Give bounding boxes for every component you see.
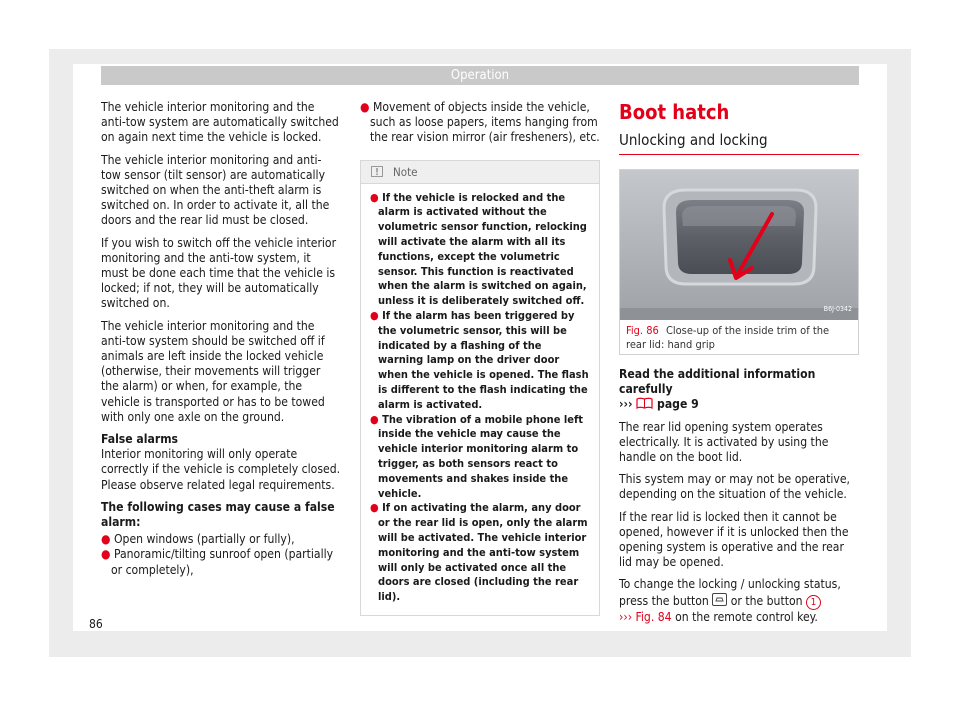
paragraph: The vehicle interior monitoring and anti-tow sensor (tilt sensor) are automatically switched on when the anti-theft alarm is switched on. In order to activate it, all the doors and the rear lid must be closed. bbox=[101, 152, 330, 228]
bullet-icon: ● bbox=[360, 100, 370, 114]
hand-grip-illustration bbox=[620, 170, 858, 320]
false-alarms-block bbox=[101, 432, 341, 493]
fig-link[interactable]: Fig. 84 bbox=[635, 609, 672, 624]
list-item: ● Movement of objects inside the vehicle, such as loose papers, items hanging from the rear vision mirror (air fresheners), etc. bbox=[360, 100, 600, 145]
false-alarms-heading: False alarms bbox=[101, 432, 179, 447]
section-header: Operation bbox=[101, 66, 859, 85]
info-note-icon bbox=[371, 166, 383, 177]
note-item: ● If the alarm has been triggered by the volumetric sensor, this will be indicated by a flashing of the warning lamp on the driver door when the vehicle is opened. The flash is different to the flash indicating the alarm is activated. bbox=[370, 308, 589, 411]
list-item: ● Open windows (partially or fully), bbox=[101, 532, 295, 547]
button-number-badge: 1 bbox=[806, 595, 821, 610]
page-link[interactable]: page 9 bbox=[657, 397, 699, 412]
note-item: ● If the vehicle is relocked and the alarm is activated without the volumetric sensor function, relocking will activate the alarm with all its functions, except the volumetric sensor. This function is reactivated when the alarm is switched on again, unless it is deliberately switched off. bbox=[370, 190, 587, 308]
read-info: Read the additional information carefully ››› page 9 bbox=[619, 367, 816, 412]
image-code: B6J-0342 bbox=[823, 304, 852, 313]
note-item: ● The vibration of a mobile phone left inside the vehicle may cause the vehicle interior monitoring alarm to trigger, as both sensors react to movements and shakes inside the vehicle. bbox=[370, 412, 584, 500]
unlock-key-icon bbox=[712, 593, 727, 606]
read-link-arrow: ››› bbox=[619, 397, 633, 412]
paragraph-buttons: To change the locking / unlocking status, press the button or the button 1 ››› Fig. 84 on the remote control key. bbox=[619, 577, 841, 624]
note-item: ● If on activating the alarm, any door or the rear lid is open, only the alarm will be activated. The vehicle interior monitoring and the anti-tow system will only be activated once all the doors are closed (including the rear lid). bbox=[370, 501, 588, 604]
bullet-icon: ● bbox=[101, 547, 111, 562]
figure bbox=[619, 169, 859, 355]
bullet-icon: ● bbox=[370, 501, 379, 515]
figure-caption-text: Close-up of the inside trim of the rear lid: hand grip bbox=[626, 324, 830, 351]
paragraph: The vehicle interior monitoring and the anti-tow system should be switched off if animals are left inside the locked vehicle (otherwise, their movements will trigger the alarm) or when, for example, the vehicle is transported or has to be towed with only one axle on the ground. bbox=[101, 318, 325, 424]
figure-label: Fig. 86 bbox=[626, 324, 659, 337]
figure-caption bbox=[620, 320, 858, 356]
bullet-icon: ● bbox=[370, 412, 379, 426]
list-item: ● Panoramic/tilting sunroof open (partially or completely), bbox=[101, 547, 334, 577]
paragraph: If you wish to switch off the vehicle interior monitoring and the anti-tow system, it must be done each time that the vehicle is locked; if not, they will be automatically switched on. bbox=[101, 235, 337, 311]
page-number: 86 bbox=[89, 617, 103, 631]
section-title: Boot hatch bbox=[619, 100, 730, 124]
paragraph: The vehicle interior monitoring and the anti-tow system are automatically switched on again next time the vehicle is locked. bbox=[101, 100, 339, 145]
column-3 bbox=[619, 100, 859, 632]
bullet-icon: ● bbox=[370, 190, 379, 204]
note-title: Note bbox=[393, 164, 418, 179]
hand-grip-photo bbox=[620, 170, 858, 320]
paragraph: The rear lid opening system operates electrically. It is activated by using the handle on the boot lid. bbox=[619, 419, 829, 465]
section-subtitle: Unlocking and locking bbox=[619, 130, 859, 155]
paragraph: This system may or may not be operative, depending on the situation of the vehicle. bbox=[619, 472, 850, 502]
bullet-icon: ● bbox=[101, 532, 111, 547]
paragraph: If the rear lid is locked then it cannot be opened, however if it is unlocked then the opening system is operative and the rear lid may be opened. bbox=[619, 509, 849, 570]
column-2 bbox=[360, 100, 600, 616]
column-1 bbox=[101, 100, 341, 578]
fig-link-arrow: ››› bbox=[619, 609, 633, 624]
note-header bbox=[361, 161, 599, 184]
causes-heading: The following cases may cause a false alarm: bbox=[101, 499, 335, 530]
note-box bbox=[360, 160, 600, 616]
book-warning-icon bbox=[636, 397, 653, 409]
paragraph: Interior monitoring will only operate correctly if the vehicle is completely closed. Please observe related legal requirements. bbox=[101, 447, 341, 492]
note-body bbox=[361, 184, 599, 615]
bullet-icon: ● bbox=[370, 308, 379, 322]
